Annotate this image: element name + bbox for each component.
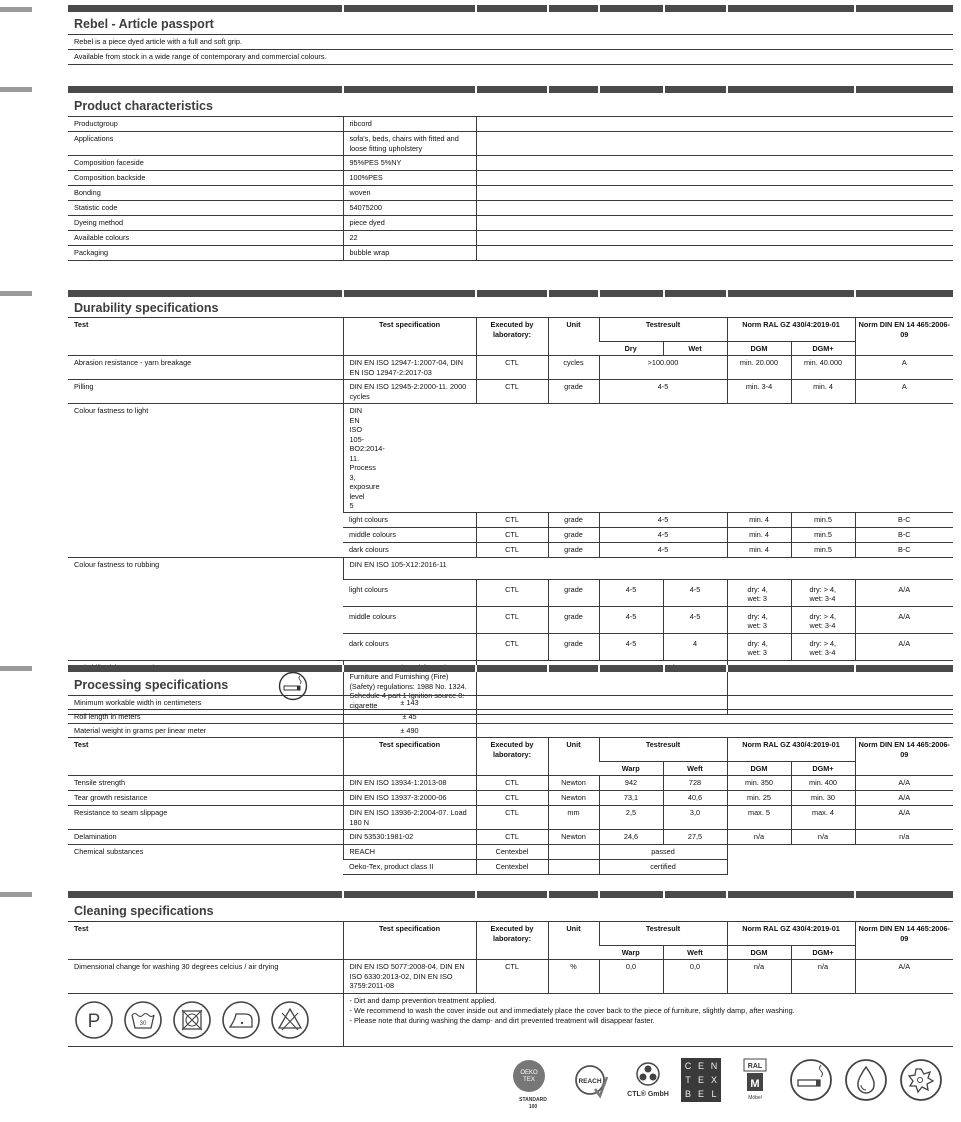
- row-dgm: min. 20.000: [727, 356, 791, 380]
- table-row: [68, 380, 953, 404]
- oeko-mid: TEX: [523, 1077, 535, 1083]
- table-row: [68, 171, 953, 186]
- ctl-label: CTL® GmbH: [627, 1091, 669, 1098]
- note-line: - Dirt and damp prevention treatment applied.: [349, 996, 497, 1005]
- row-lab: CTL: [476, 791, 548, 806]
- empty-cell: [548, 845, 599, 860]
- oeko-100: 100: [528, 1104, 538, 1110]
- row-din: n/a: [855, 830, 953, 845]
- col-dgmplus: DGM+: [791, 946, 855, 960]
- col-dgmplus: DGM+: [791, 342, 855, 356]
- col-dgm: DGM: [727, 946, 791, 960]
- col-unit: Unit: [548, 318, 599, 356]
- row-label: Productgroup: [68, 117, 343, 132]
- row-result: certified: [599, 860, 727, 875]
- ral-logo: [743, 1058, 767, 1102]
- row-sublabel: light colours: [343, 512, 476, 527]
- centexbel-letter: B: [684, 1089, 692, 1099]
- row-dgm: n/a: [727, 960, 791, 994]
- iron-low-icon: [221, 1000, 261, 1040]
- row-unit: Newton: [548, 776, 599, 791]
- row-dgmplus: dry: > 4, wet: 3-4: [791, 633, 855, 660]
- row-wet: 4-5: [663, 606, 727, 633]
- centexbel-letter: E: [697, 1061, 705, 1071]
- row-weft: 40,6: [663, 791, 727, 806]
- row-lab: CTL: [476, 527, 548, 542]
- care-row: [68, 994, 953, 1047]
- row-test: Resistance to seam slippage: [68, 806, 343, 830]
- article-section: [68, 5, 953, 65]
- ral-sub-label: Möbel: [748, 1095, 762, 1101]
- table-row: [68, 156, 953, 171]
- row-dgm: min. 350: [727, 776, 791, 791]
- oeko-top: OEKO: [520, 1070, 538, 1076]
- section-title: Processing specifications: [74, 678, 229, 692]
- col-weft: Weft: [663, 762, 727, 776]
- empty-cell: [476, 216, 953, 231]
- row-value: ± 143: [343, 696, 476, 710]
- row-unit: grade: [548, 512, 599, 527]
- col-dry: Dry: [599, 342, 663, 356]
- row-result: 4-5: [599, 527, 727, 542]
- row-lab: CTL: [476, 960, 548, 994]
- row-spec: DIN EN ISO 5077:2008-04, DIN EN ISO 6330:2013-02, DIN EN ISO 3759:2011-08: [343, 960, 476, 994]
- row-unit: cycles: [548, 356, 599, 380]
- row-din: B-C: [855, 527, 953, 542]
- row-test: Colour fastness to rubbing: [68, 557, 343, 660]
- row-label: Bonding: [68, 186, 343, 201]
- section-bar: [68, 5, 953, 12]
- centexbel-logo: [681, 1058, 721, 1102]
- margin-tick: [0, 87, 32, 92]
- page-title: Rebel - Article passport: [74, 17, 214, 31]
- col-test: Test: [68, 738, 343, 776]
- col-spec: Test specification: [343, 318, 476, 356]
- row-label: Composition faceside: [68, 156, 343, 171]
- ral-label: RAL: [747, 1063, 763, 1070]
- row-weft: 0,0: [663, 960, 727, 994]
- row-din: A: [855, 356, 953, 380]
- durability-table: [68, 317, 953, 715]
- col-ral: Norm RAL GZ 430/4:2019-01: [727, 922, 855, 946]
- centexbel-letter: C: [684, 1061, 692, 1071]
- row-warp: 942: [599, 776, 663, 791]
- empty-cell: [476, 171, 953, 186]
- row-dgmplus: min. 4: [791, 380, 855, 404]
- empty-cell: [727, 845, 953, 875]
- table-row: [68, 201, 953, 216]
- col-result: Testresult: [599, 738, 727, 762]
- col-din: Norm DIN EN 14 465:2006-09: [855, 318, 953, 356]
- col-spec: Test specification: [343, 922, 476, 960]
- row-dgmplus: min.5: [791, 512, 855, 527]
- row-lab: Centexbel: [476, 860, 548, 875]
- col-lab: Executed by laboratory:: [476, 738, 548, 776]
- row-lab: CTL: [476, 830, 548, 845]
- table-row: [68, 776, 953, 791]
- section-title: Durability specifications: [74, 301, 219, 315]
- row-din: B-C: [855, 512, 953, 527]
- row-spec: DIN EN ISO 13934-1:2013-08: [343, 776, 476, 791]
- section-bar: [68, 290, 953, 297]
- care-icons: [68, 994, 343, 1040]
- col-dgm: DGM: [727, 762, 791, 776]
- row-value: woven: [343, 186, 476, 201]
- table-row: [68, 132, 953, 156]
- wash-30-icon: [123, 1000, 163, 1040]
- row-lab: CTL: [476, 633, 548, 660]
- processing-table: [68, 695, 953, 875]
- table-row: [68, 960, 953, 994]
- row-lab: CTL: [476, 579, 548, 606]
- col-wet: Wet: [663, 342, 727, 356]
- row-din: A: [855, 380, 953, 404]
- row-lab: CTL: [476, 776, 548, 791]
- table-row: [68, 710, 953, 724]
- row-lab: CTL: [476, 542, 548, 557]
- empty-cell: [476, 117, 953, 132]
- row-din: A/A: [855, 776, 953, 791]
- row-dgm: min. 4: [727, 512, 791, 527]
- row-din: A/A: [855, 579, 953, 606]
- row-dgm: min. 4: [727, 527, 791, 542]
- row-test: Dimensional change for washing 30 degrees celcius / air drying: [68, 960, 343, 994]
- row-test: Chemical substances: [68, 845, 343, 875]
- row-label: Material weight in grams per linear meter: [68, 724, 343, 738]
- col-din: Norm DIN EN 14 465:2006-09: [855, 922, 953, 960]
- empty-cell: [476, 710, 953, 724]
- intro-line: Available from stock in a wide range of contemporary and commercial colours.: [68, 50, 953, 65]
- row-value: sofa's, beds, chairs with fitted and loose fitting upholstery: [343, 132, 476, 156]
- oeko-tex-logo: [511, 1058, 561, 1113]
- row-sublabel: dark colours: [343, 633, 476, 660]
- row-test: Delamination: [68, 830, 343, 845]
- centexbel-letter: X: [710, 1075, 718, 1085]
- row-warp: 2,5: [599, 806, 663, 830]
- row-value: 100%PES: [343, 171, 476, 186]
- section-bar: [68, 665, 953, 672]
- row-unit: Newton: [548, 830, 599, 845]
- empty-cell: [476, 186, 953, 201]
- row-lab: CTL: [476, 606, 548, 633]
- row-din: A/A: [855, 806, 953, 830]
- row-lab: CTL: [476, 512, 548, 527]
- row-lab: CTL: [476, 356, 548, 380]
- row-value: ribcord: [343, 117, 476, 132]
- table-row: [68, 356, 953, 380]
- row-test: Colour fastness to light: [68, 404, 343, 558]
- row-dgm: dry: 4, wet: 3: [727, 606, 791, 633]
- reach-logo: [573, 1063, 609, 1103]
- row-din: A/A: [855, 791, 953, 806]
- col-lab: Executed by laboratory:: [476, 922, 548, 960]
- margin-tick: [0, 892, 32, 897]
- row-result: 4-5: [599, 542, 727, 557]
- table-row: [68, 696, 953, 710]
- note-line: - Please note that during washing the damp- and dirt prevented treatment will disappear faster.: [349, 1016, 655, 1025]
- row-din: A/A: [855, 606, 953, 633]
- care-p-label: P: [87, 1011, 101, 1032]
- row-sublabel: middle colours: [343, 606, 476, 633]
- col-lab: Executed by laboratory:: [476, 318, 548, 356]
- row-dgmplus: n/a: [791, 960, 855, 994]
- row-dry: 4-5: [599, 579, 663, 606]
- section-title: Cleaning specifications: [74, 904, 214, 918]
- row-value: ± 45: [343, 710, 476, 724]
- centexbel-letter: E: [697, 1089, 705, 1099]
- row-unit: grade: [548, 633, 599, 660]
- row-value: 22: [343, 231, 476, 246]
- row-warp: 73,1: [599, 791, 663, 806]
- col-din: Norm DIN EN 14 465:2006-09: [855, 738, 953, 776]
- care-icons-cell: [68, 994, 343, 1047]
- row-unit: grade: [548, 542, 599, 557]
- col-result: Testresult: [599, 318, 727, 342]
- row-label: Applications: [68, 132, 343, 156]
- centexbel-letter: T: [685, 1075, 691, 1085]
- cleaning-notes: [344, 994, 954, 1026]
- ctl-logo: [623, 1060, 673, 1105]
- row-value: piece dyed: [343, 216, 476, 231]
- table-row: [68, 724, 953, 738]
- col-dgmplus: DGM+: [791, 762, 855, 776]
- table-row: [68, 231, 953, 246]
- row-dgmplus: min.5: [791, 527, 855, 542]
- table-row: [68, 216, 953, 231]
- durability-section: [68, 290, 953, 715]
- row-lab: CTL: [476, 380, 548, 404]
- stain-resistant-icon: [899, 1058, 943, 1102]
- row-spec: DIN 53530:1981-02: [343, 830, 476, 845]
- row-dgm: min. 3-4: [727, 380, 791, 404]
- row-dgm: min. 4: [727, 542, 791, 557]
- row-test: Tear growth resistance: [68, 791, 343, 806]
- row-label: Minimum workable width in centimeters: [68, 696, 343, 710]
- empty-cell: [476, 696, 953, 710]
- section-title: Product characteristics: [74, 99, 213, 113]
- row-sublabel: dark colours: [343, 542, 476, 557]
- row-spec: DIN EN ISO 13937-3:2000-06: [343, 791, 476, 806]
- table-row: [68, 404, 953, 513]
- row-wet: 4-5: [663, 579, 727, 606]
- row-warp: 24,6: [599, 830, 663, 845]
- row-sublabel: middle colours: [343, 527, 476, 542]
- table-row: [68, 830, 953, 845]
- row-weft: 27,5: [663, 830, 727, 845]
- row-dgmplus: min.5: [791, 542, 855, 557]
- section-bar: [68, 891, 953, 898]
- table-row: [68, 806, 953, 830]
- row-spec: Furniture and Furnishing (Fire) (Safety) regulations: 1988 No. 1324. Schedule 4 part 1 Ignition source 0: cigarette: [343, 660, 476, 714]
- row-spec: DIN EN ISO 12945-2:2000-11. 2000 cycles: [343, 380, 476, 404]
- row-value: bubble wrap: [343, 246, 476, 261]
- product-table: [68, 116, 953, 261]
- row-spec: DIN EN ISO 105-BO2:2014-11. Process 3, exposure level 5: [343, 404, 953, 513]
- empty-cell: [548, 860, 599, 875]
- header-row: [68, 922, 953, 946]
- row-label: Dyeing method: [68, 216, 343, 231]
- col-weft: Weft: [663, 946, 727, 960]
- row-result: 4-5: [599, 380, 727, 404]
- row-unit: grade: [548, 527, 599, 542]
- table-row: [68, 117, 953, 132]
- product-section: [68, 86, 953, 261]
- empty-cell: [476, 231, 953, 246]
- row-label: Packaging: [68, 246, 343, 261]
- intro-table: [68, 34, 953, 65]
- empty-cell: [476, 156, 953, 171]
- header-row: [68, 738, 953, 762]
- reach-label: REACH: [578, 1078, 602, 1085]
- margin-tick: [0, 7, 32, 12]
- margin-tick: [0, 291, 32, 296]
- row-unit: grade: [548, 579, 599, 606]
- row-value: ± 490: [343, 724, 476, 738]
- certification-logos: [511, 1058, 951, 1113]
- cleaning-section: [68, 891, 953, 1047]
- row-dgmplus: min. 400: [791, 776, 855, 791]
- empty-cell: [476, 246, 953, 261]
- col-warp: Warp: [599, 762, 663, 776]
- row-value: 95%PES 5%NY: [343, 156, 476, 171]
- col-test: Test: [68, 922, 343, 960]
- centexbel-letter: E: [697, 1075, 705, 1085]
- row-dgmplus: min. 30: [791, 791, 855, 806]
- row-wet: 4: [663, 633, 727, 660]
- intro-line: Rebel is a piece dyed article with a full and soft grip.: [68, 35, 953, 50]
- row-unit: %: [548, 960, 599, 994]
- col-ral: Norm RAL GZ 430/4:2019-01: [727, 738, 855, 762]
- note-line: - We recommend to wash the cover inside out and immediately place the cover back to the piece of furniture, slightly damp, after washing.: [349, 1006, 795, 1015]
- row-lab: CTL: [476, 806, 548, 830]
- row-weft: 3,0: [663, 806, 727, 830]
- row-din: A/A: [855, 633, 953, 660]
- section-bar: [68, 86, 953, 93]
- col-unit: Unit: [548, 922, 599, 960]
- row-dry: 4-5: [599, 633, 663, 660]
- water-repellent-icon: [844, 1058, 888, 1102]
- row-dgmplus: max. 4: [791, 806, 855, 830]
- row-dry: 4-5: [599, 606, 663, 633]
- margin-tick: [0, 666, 32, 671]
- row-spec: DIN EN ISO 12947-1:2007-04, DIN EN ISO 12947-2:2017-03: [343, 356, 476, 380]
- row-label: Available colours: [68, 231, 343, 246]
- row-din: B-C: [855, 542, 953, 557]
- table-row: [68, 557, 953, 579]
- table-row: [68, 791, 953, 806]
- header-row: [68, 318, 953, 342]
- ral-m-label: M: [750, 1078, 760, 1090]
- wash-temp-label: 30: [139, 1021, 147, 1027]
- row-weft: 728: [663, 776, 727, 791]
- centexbel-letter: L: [711, 1089, 717, 1099]
- professional-cleaning-p-icon: [74, 1000, 114, 1040]
- table-row: [68, 845, 953, 860]
- centexbel-letter: N: [710, 1061, 718, 1071]
- row-unit: grade: [548, 380, 599, 404]
- col-dgm: DGM: [727, 342, 791, 356]
- row-warp: 0,0: [599, 960, 663, 994]
- row-dgmplus: min. 40.000: [791, 356, 855, 380]
- row-dgm: dry: 4, wet: 3: [727, 579, 791, 606]
- row-lab: Centexbel: [476, 845, 548, 860]
- processing-section: [68, 665, 953, 875]
- table-row: [68, 186, 953, 201]
- oeko-standard: STANDARD: [519, 1097, 547, 1103]
- col-ral: Norm RAL GZ 430/4:2019-01: [727, 318, 855, 342]
- empty-cell: [476, 201, 953, 216]
- row-dgm: n/a: [727, 830, 791, 845]
- row-unit: mm: [548, 806, 599, 830]
- col-unit: Unit: [548, 738, 599, 776]
- row-spec: REACH: [343, 845, 476, 860]
- row-din: A/A: [855, 960, 953, 994]
- row-dgmplus: dry: > 4, wet: 3-4: [791, 579, 855, 606]
- row-value: 54075200: [343, 201, 476, 216]
- empty-cell: [476, 724, 953, 738]
- row-label: Composition backside: [68, 171, 343, 186]
- cleaning-table: [68, 921, 953, 1047]
- col-result: Testresult: [599, 922, 727, 946]
- row-label: Statistic code: [68, 201, 343, 216]
- row-test: Tensile strength: [68, 776, 343, 791]
- no-bleach-icon: [270, 1000, 310, 1040]
- row-unit: grade: [548, 606, 599, 633]
- row-spec: Oeko-Tex, product class II: [343, 860, 476, 875]
- row-label: Roll length in meters: [68, 710, 343, 724]
- row-sublabel: light colours: [343, 579, 476, 606]
- row-dgm: max. 5: [727, 806, 791, 830]
- row-dgm: min. 25: [727, 791, 791, 806]
- empty-cell: [476, 132, 953, 156]
- row-test: Pilling: [68, 380, 343, 404]
- row-result: passed: [599, 845, 727, 860]
- cigarette-resistant-icon: [789, 1058, 833, 1102]
- col-test: Test: [68, 318, 343, 356]
- row-test: Abrasion resistance - yarn breakage: [68, 356, 343, 380]
- notes-cell: [343, 994, 953, 1047]
- col-spec: Test specification: [343, 738, 476, 776]
- no-tumble-dry-icon: [172, 1000, 212, 1040]
- row-dgmplus: n/a: [791, 830, 855, 845]
- row-result: >100.000: [599, 356, 727, 380]
- row-unit: Newton: [548, 791, 599, 806]
- row-result: 4-5: [599, 512, 727, 527]
- table-row: [68, 246, 953, 261]
- row-dgmplus: dry: > 4, wet: 3-4: [791, 606, 855, 633]
- row-spec: DIN EN ISO 13936-2:2004-07. Load 180 N: [343, 806, 476, 830]
- col-warp: Warp: [599, 946, 663, 960]
- row-dgm: dry: 4, wet: 3: [727, 633, 791, 660]
- row-spec: DIN EN ISO 105-X12:2016-11: [343, 557, 953, 579]
